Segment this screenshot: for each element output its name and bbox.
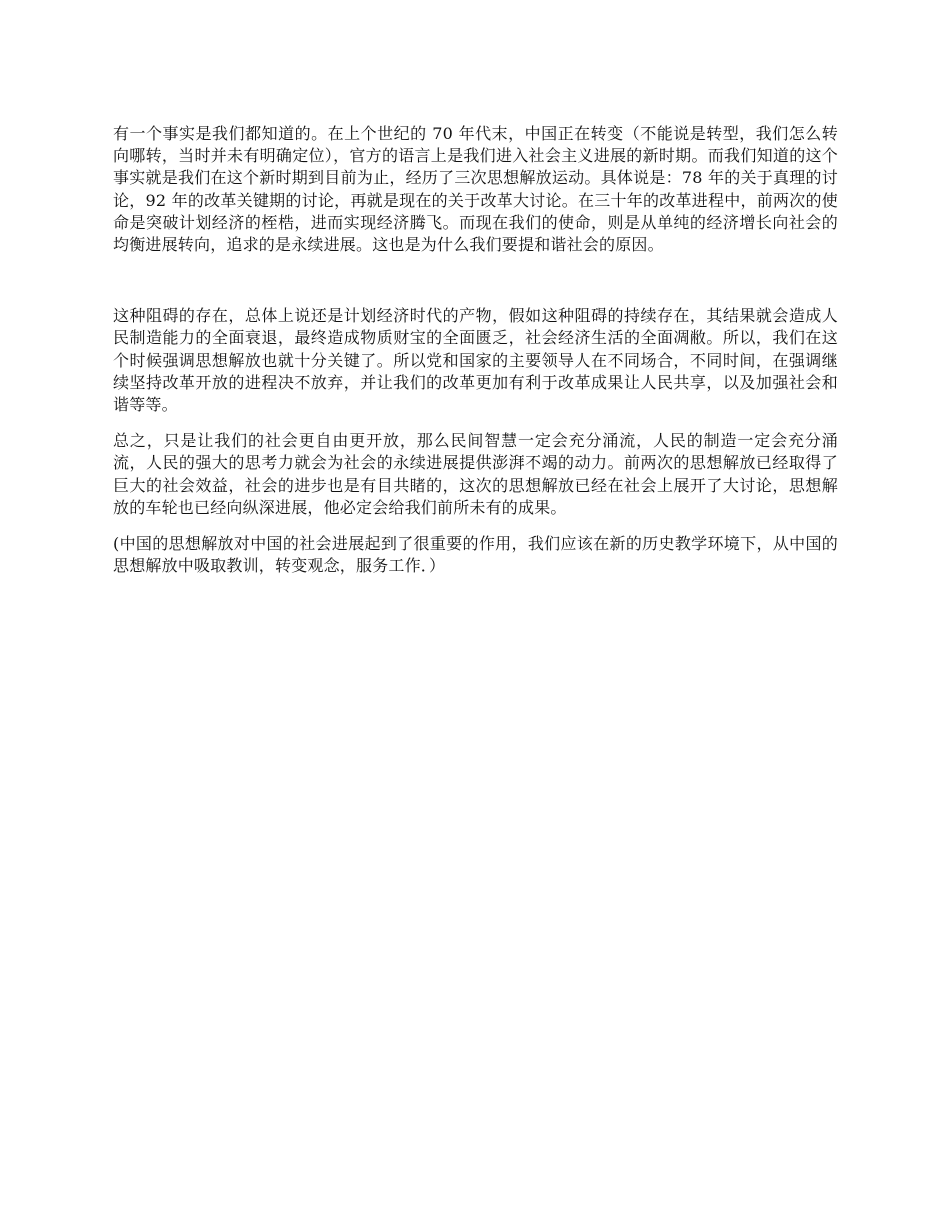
paragraph-closing-note: (中国的思想解放对中国的社会进展起到了很重要的作用，我们应该在新的历史教学环境下，从中国的思想解放中吸取教训，转变观念，服务工作．） bbox=[113, 534, 838, 576]
paragraph-thought-liberation-history: 有一个事实是我们都知道的。在上个世纪的 70 年代末，中国正在转变（不能说是转型，我们怎么转向哪转，当时并未有明确定位），官方的语言上是我们进入社会主义进展的新时期。而我们知道的这个事实就是我们在这个新时期到目前为止，经历了三次思想解放运动。具体说是：78 年的关于真理的讨论，92 年的改革关键期的讨论，再就是现在的关于改革大讨论。在三十年的改革进程中，前两次的使命是突破计划经济的桎梏，进而实现经济腾飞。而现在我们的使命，则是从单纯的经济增长向社会的均衡进展转向，追求的是永续进展。这也是为什么我们要提和谐社会的原因。 bbox=[113, 124, 838, 255]
paragraph-spacer bbox=[113, 416, 838, 430]
paragraph-spacer bbox=[113, 519, 838, 533]
paragraph-conclusion: 总之，只是让我们的社会更自由更开放，那么民间智慧一定会充分涌流，人民的制造一定会充分涌流，人民的强大的思考力就会为社会的永续进展提供澎湃不竭的动力。前两次的思想解放已经取得了巨大的社会效益，社会的进步也是有目共睹的，这次的思想解放已经在社会上展开了大讨论，思想解放的车轮也已经向纵深进展，他必定会给我们前所未有的成果。 bbox=[113, 431, 838, 517]
paragraph-spacer bbox=[113, 256, 838, 305]
document-page bbox=[113, 123, 838, 577]
paragraph-obstacles: 这种阻碍的存在，总体上说还是计划经济时代的产物，假如这种阻碍的持续存在，其结果就会造成人民制造能力的全面衰退，最终造成物质财宝的全面匮乏，社会经济生活的全面凋敝。所以，我们在这个时候强调思想解放也就十分关键了。所以党和国家的主要领导人在不同场合，不同时间，在强调继续坚持改革开放的进程决不放弃，并让我们的改革更加有利于改革成果让人民共享，以及加强社会和谐等等。 bbox=[113, 306, 838, 415]
